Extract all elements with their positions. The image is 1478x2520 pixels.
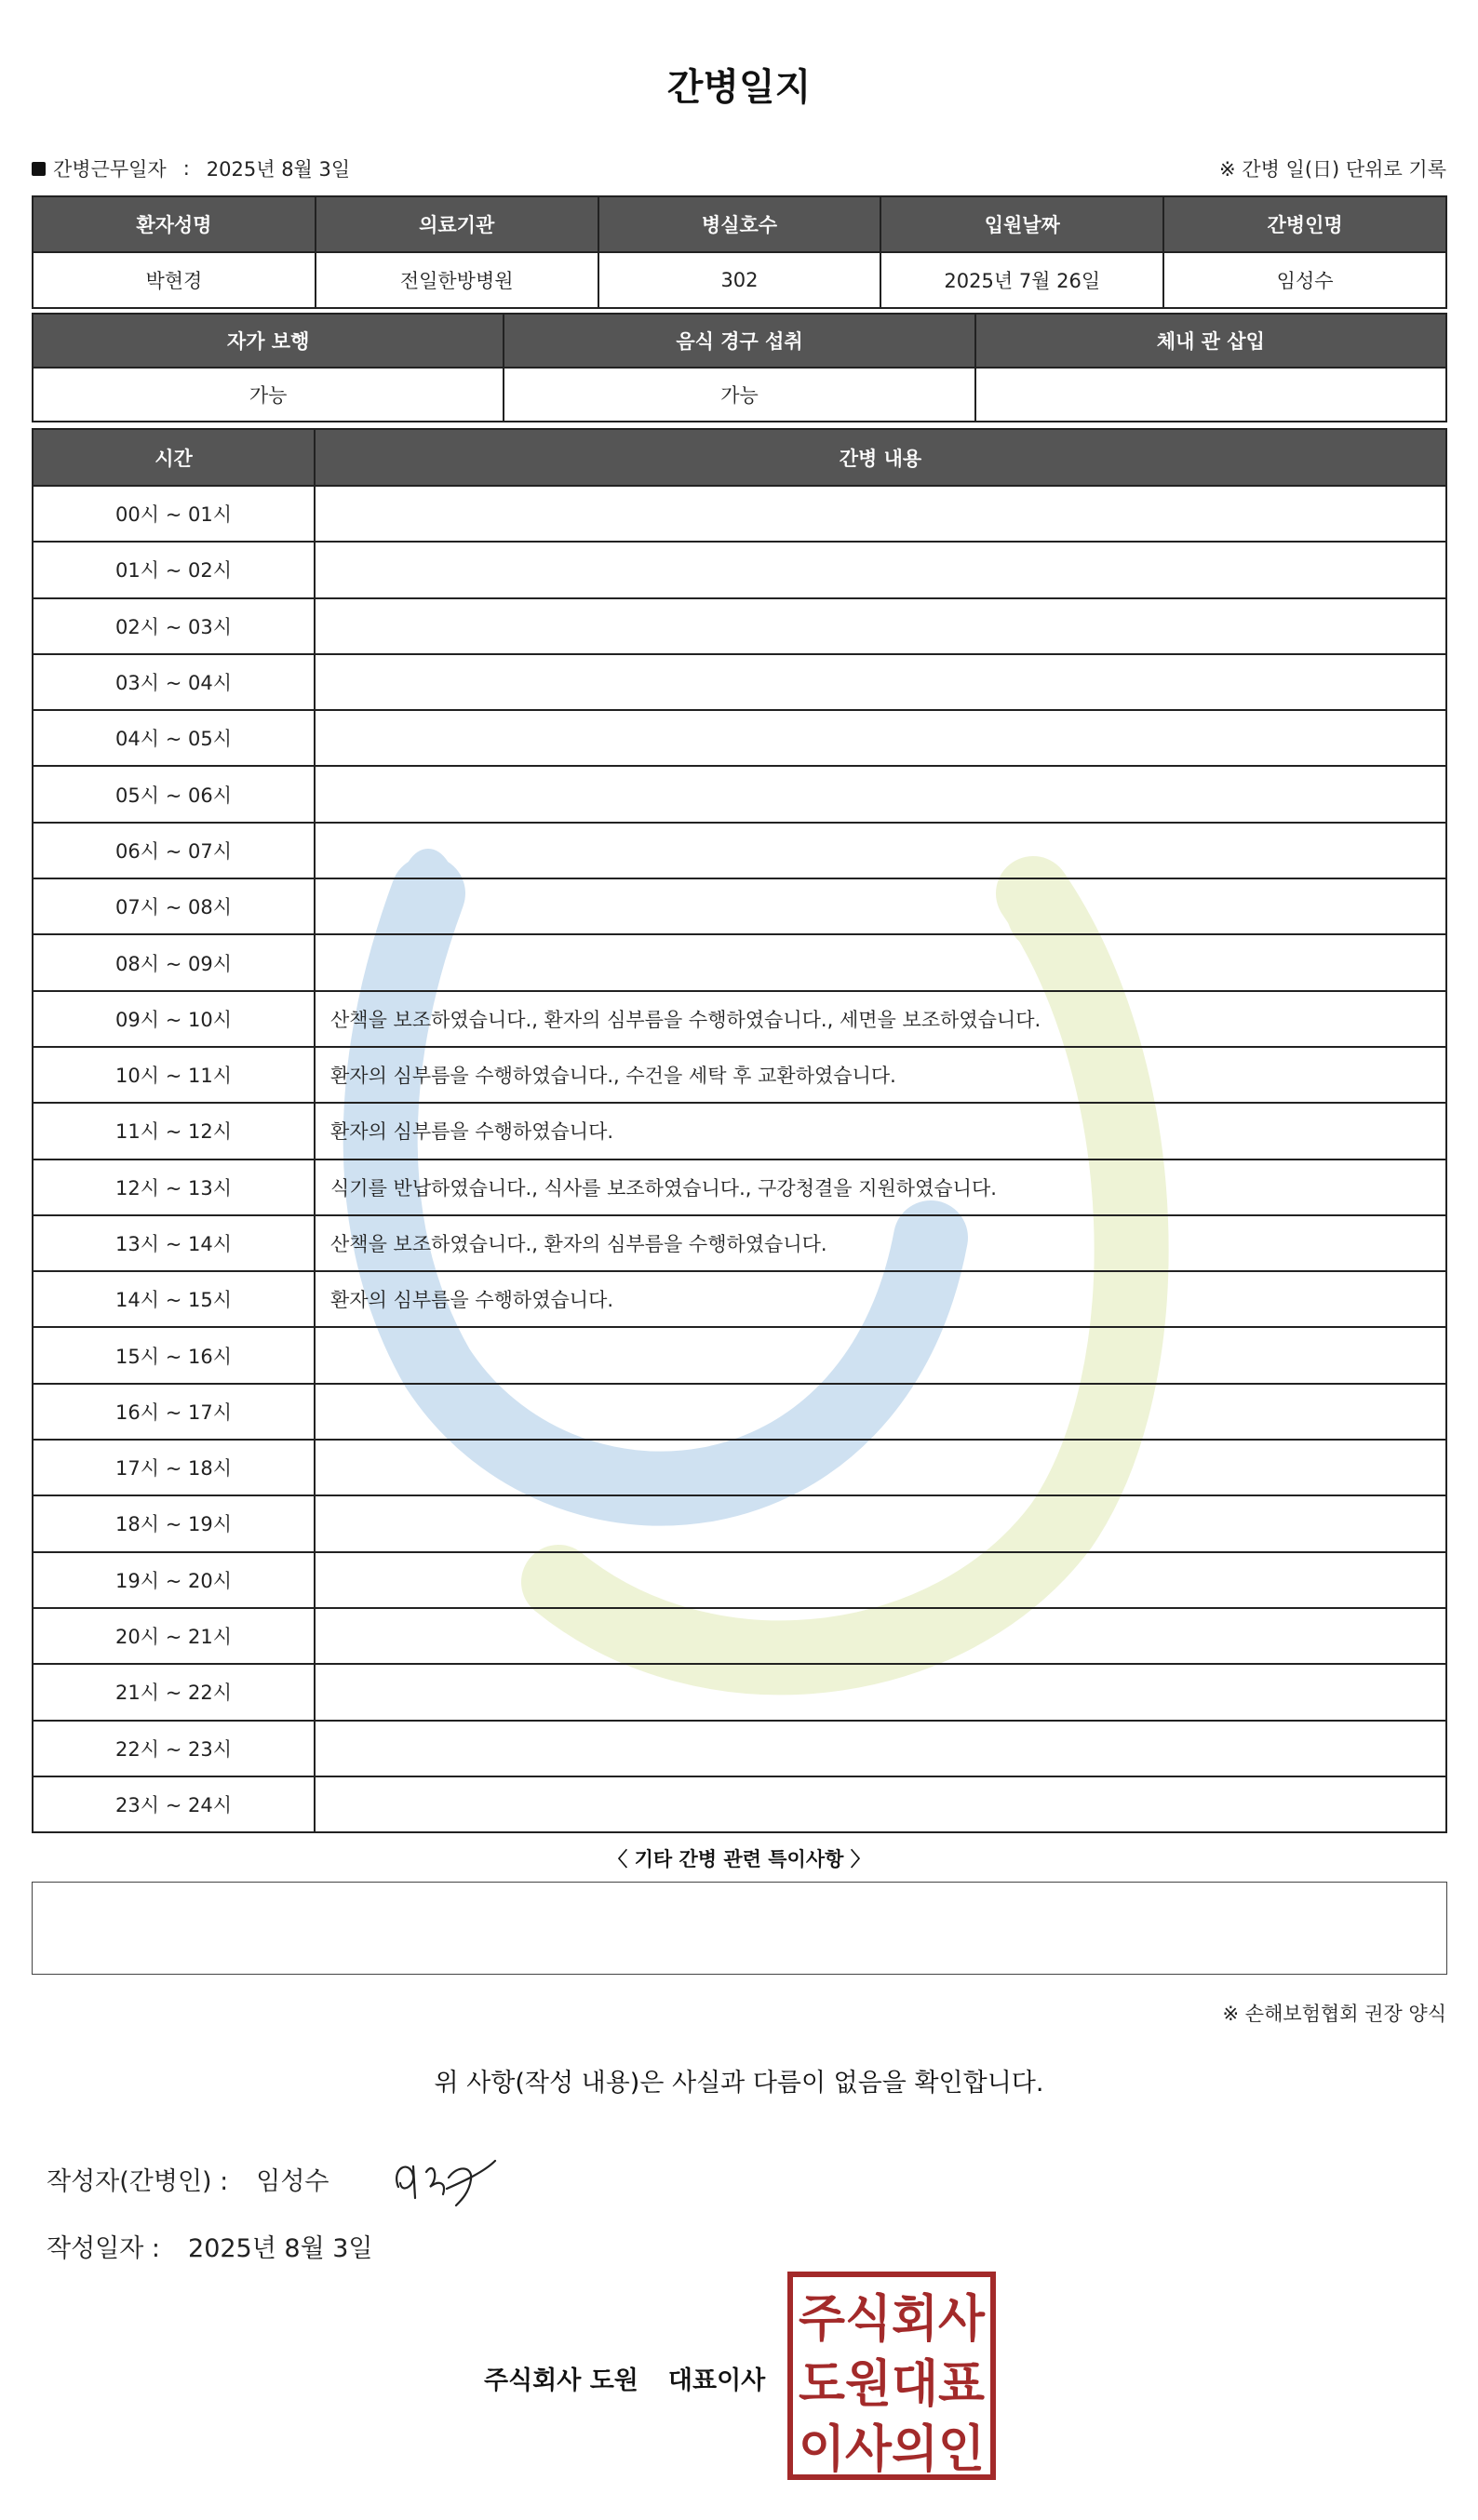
header-care-content: 간병 내용 (315, 429, 1446, 486)
work-date-value: 2025년 8월 3일 (206, 158, 351, 181)
table-row (33, 1776, 1446, 1832)
time-slot: 04시 ~ 05시 (33, 710, 315, 766)
table-row (33, 991, 1446, 1047)
time-slot: 19시 ~ 20시 (33, 1552, 315, 1608)
table-row (33, 1271, 1446, 1327)
header-tube-insertion: 체내 관 삽입 (975, 314, 1446, 368)
header-self-walking: 자가 보행 (33, 314, 504, 368)
care-content (315, 486, 1446, 542)
time-slot: 17시 ~ 18시 (33, 1440, 315, 1495)
care-content (315, 710, 1446, 766)
care-content (315, 1776, 1446, 1832)
time-slot: 06시 ~ 07시 (33, 823, 315, 878)
table-row (33, 542, 1446, 597)
header-patient-name: 환자성명 (33, 196, 316, 252)
time-slot: 15시 ~ 16시 (33, 1327, 315, 1383)
time-slot: 14시 ~ 15시 (33, 1271, 315, 1327)
confirmation-statement: 위 사항(작성 내용)은 사실과 다름이 없음을 확인합니다. (434, 2069, 1044, 2098)
time-slot: 12시 ~ 13시 (33, 1159, 315, 1215)
company-line (484, 2360, 765, 2396)
table-row (33, 934, 1446, 990)
admission-date: 2025년 7월 26일 (880, 252, 1163, 308)
time-slot: 09시 ~ 10시 (33, 991, 315, 1047)
patient-status-table (32, 313, 1447, 422)
time-slot: 18시 ~ 19시 (33, 1495, 315, 1551)
writer-label: 작성자(간병인) : (47, 2167, 229, 2196)
care-content (315, 766, 1446, 822)
care-content (315, 1440, 1446, 1495)
table-row (33, 878, 1446, 934)
table-row (33, 598, 1446, 654)
care-content: 환자의 심부름을 수행하였습니다., 수건을 세탁 후 교환하였습니다. (315, 1047, 1446, 1103)
table-row (33, 1384, 1446, 1440)
care-content (315, 878, 1446, 934)
caregiver-name: 임성수 (1163, 252, 1446, 308)
record-note: ※ 간병 일(日) 단위로 기록 (1219, 158, 1446, 181)
table-row (33, 1664, 1446, 1720)
care-content (315, 654, 1446, 710)
tube-insertion-value (975, 368, 1446, 422)
care-log-table (32, 428, 1447, 1833)
patient-name: 박현경 (33, 252, 316, 308)
care-content (315, 1327, 1446, 1383)
written-date-value: 2025년 8월 3일 (188, 2234, 373, 2263)
table-row (33, 1103, 1446, 1159)
time-slot: 20시 ~ 21시 (33, 1608, 315, 1664)
special-notes-box (32, 1882, 1447, 1975)
signature-image (382, 2140, 503, 2215)
care-content (315, 1664, 1446, 1720)
company-name: 주식회사 도원 (484, 2366, 638, 2395)
table-row (33, 486, 1446, 542)
care-content (315, 1384, 1446, 1440)
company-ceo-title: 대표이사 (667, 2366, 766, 2395)
header-caregiver-name: 간병인명 (1163, 196, 1446, 252)
table-row (33, 1159, 1446, 1215)
time-slot: 11시 ~ 12시 (33, 1103, 315, 1159)
care-content: 산책을 보조하였습니다., 환자의 심부름을 수행하였습니다. (315, 1215, 1446, 1271)
table-row (33, 1215, 1446, 1271)
time-slot: 07시 ~ 08시 (33, 878, 315, 934)
table-row (33, 710, 1446, 766)
page-title: 간병일지 (666, 66, 812, 109)
room-number: 302 (598, 252, 881, 308)
table-row (33, 766, 1446, 822)
header-room-number: 병실호수 (598, 196, 881, 252)
hospital: 전일한방병원 (316, 252, 598, 308)
table-row (33, 654, 1446, 710)
written-date-label: 작성일자 : (47, 2234, 161, 2263)
table-row (33, 1327, 1446, 1383)
writer-name: 임성수 (256, 2167, 329, 2196)
recommend-note: ※ 손해보험협회 권장 양식 (1222, 2003, 1446, 2025)
seal-text-line-1: 주식회사 (799, 2289, 986, 2348)
care-content: 환자의 심부름을 수행하였습니다. (315, 1103, 1446, 1159)
time-slot: 03시 ~ 04시 (33, 654, 315, 710)
header-hospital: 의료기관 (316, 196, 598, 252)
self-walking-value: 가능 (33, 368, 504, 422)
time-slot: 10시 ~ 11시 (33, 1047, 315, 1103)
seal-text-line-2: 도원대표 (799, 2354, 985, 2413)
time-slot: 21시 ~ 22시 (33, 1664, 315, 1720)
work-date-separator: : (182, 157, 190, 180)
care-content (315, 1608, 1446, 1664)
care-content (315, 934, 1446, 990)
special-notes-title: 〈 기타 간병 관련 특이사항 〉 (608, 1848, 870, 1870)
table-row (33, 1552, 1446, 1608)
header-oral-intake: 음식 경구 섭취 (504, 314, 974, 368)
work-date-label: 간병근무일자 (53, 158, 167, 181)
care-content: 환자의 심부름을 수행하였습니다. (315, 1271, 1446, 1327)
care-content: 산책을 보조하였습니다., 환자의 심부름을 수행하였습니다., 세면을 보조하였습니다. (315, 991, 1446, 1047)
time-slot: 16시 ~ 17시 (33, 1384, 315, 1440)
time-slot: 08시 ~ 09시 (33, 934, 315, 990)
header-time: 시간 (33, 429, 315, 486)
bullet-square-icon (32, 162, 46, 176)
table-row (33, 1047, 1446, 1103)
patient-info-table (32, 195, 1447, 309)
seal-text-line-3: 이사의인 (799, 2419, 985, 2478)
time-slot: 13시 ~ 14시 (33, 1215, 315, 1271)
care-content (315, 1495, 1446, 1551)
oral-intake-value: 가능 (504, 368, 974, 422)
written-date-line (47, 2228, 373, 2264)
table-row (33, 823, 1446, 878)
writer-line (47, 2161, 329, 2197)
care-content (315, 1721, 1446, 1776)
time-slot: 00시 ~ 01시 (33, 486, 315, 542)
care-content (315, 542, 1446, 597)
time-slot: 23시 ~ 24시 (33, 1776, 315, 1832)
work-date-line (32, 154, 350, 182)
time-slot: 02시 ~ 03시 (33, 598, 315, 654)
care-content (315, 598, 1446, 654)
table-row (33, 1440, 1446, 1495)
header-admission-date: 입원날짜 (880, 196, 1163, 252)
table-row (33, 1495, 1446, 1551)
care-content: 식기를 반납하였습니다., 식사를 보조하였습니다., 구강청결을 지원하였습니다. (315, 1159, 1446, 1215)
care-content (315, 823, 1446, 878)
time-slot: 22시 ~ 23시 (33, 1721, 315, 1776)
time-slot: 01시 ~ 02시 (33, 542, 315, 597)
time-slot: 05시 ~ 06시 (33, 766, 315, 822)
table-row (33, 1608, 1446, 1664)
care-content (315, 1552, 1446, 1608)
table-row (33, 1721, 1446, 1776)
company-seal-stamp (786, 2271, 997, 2481)
